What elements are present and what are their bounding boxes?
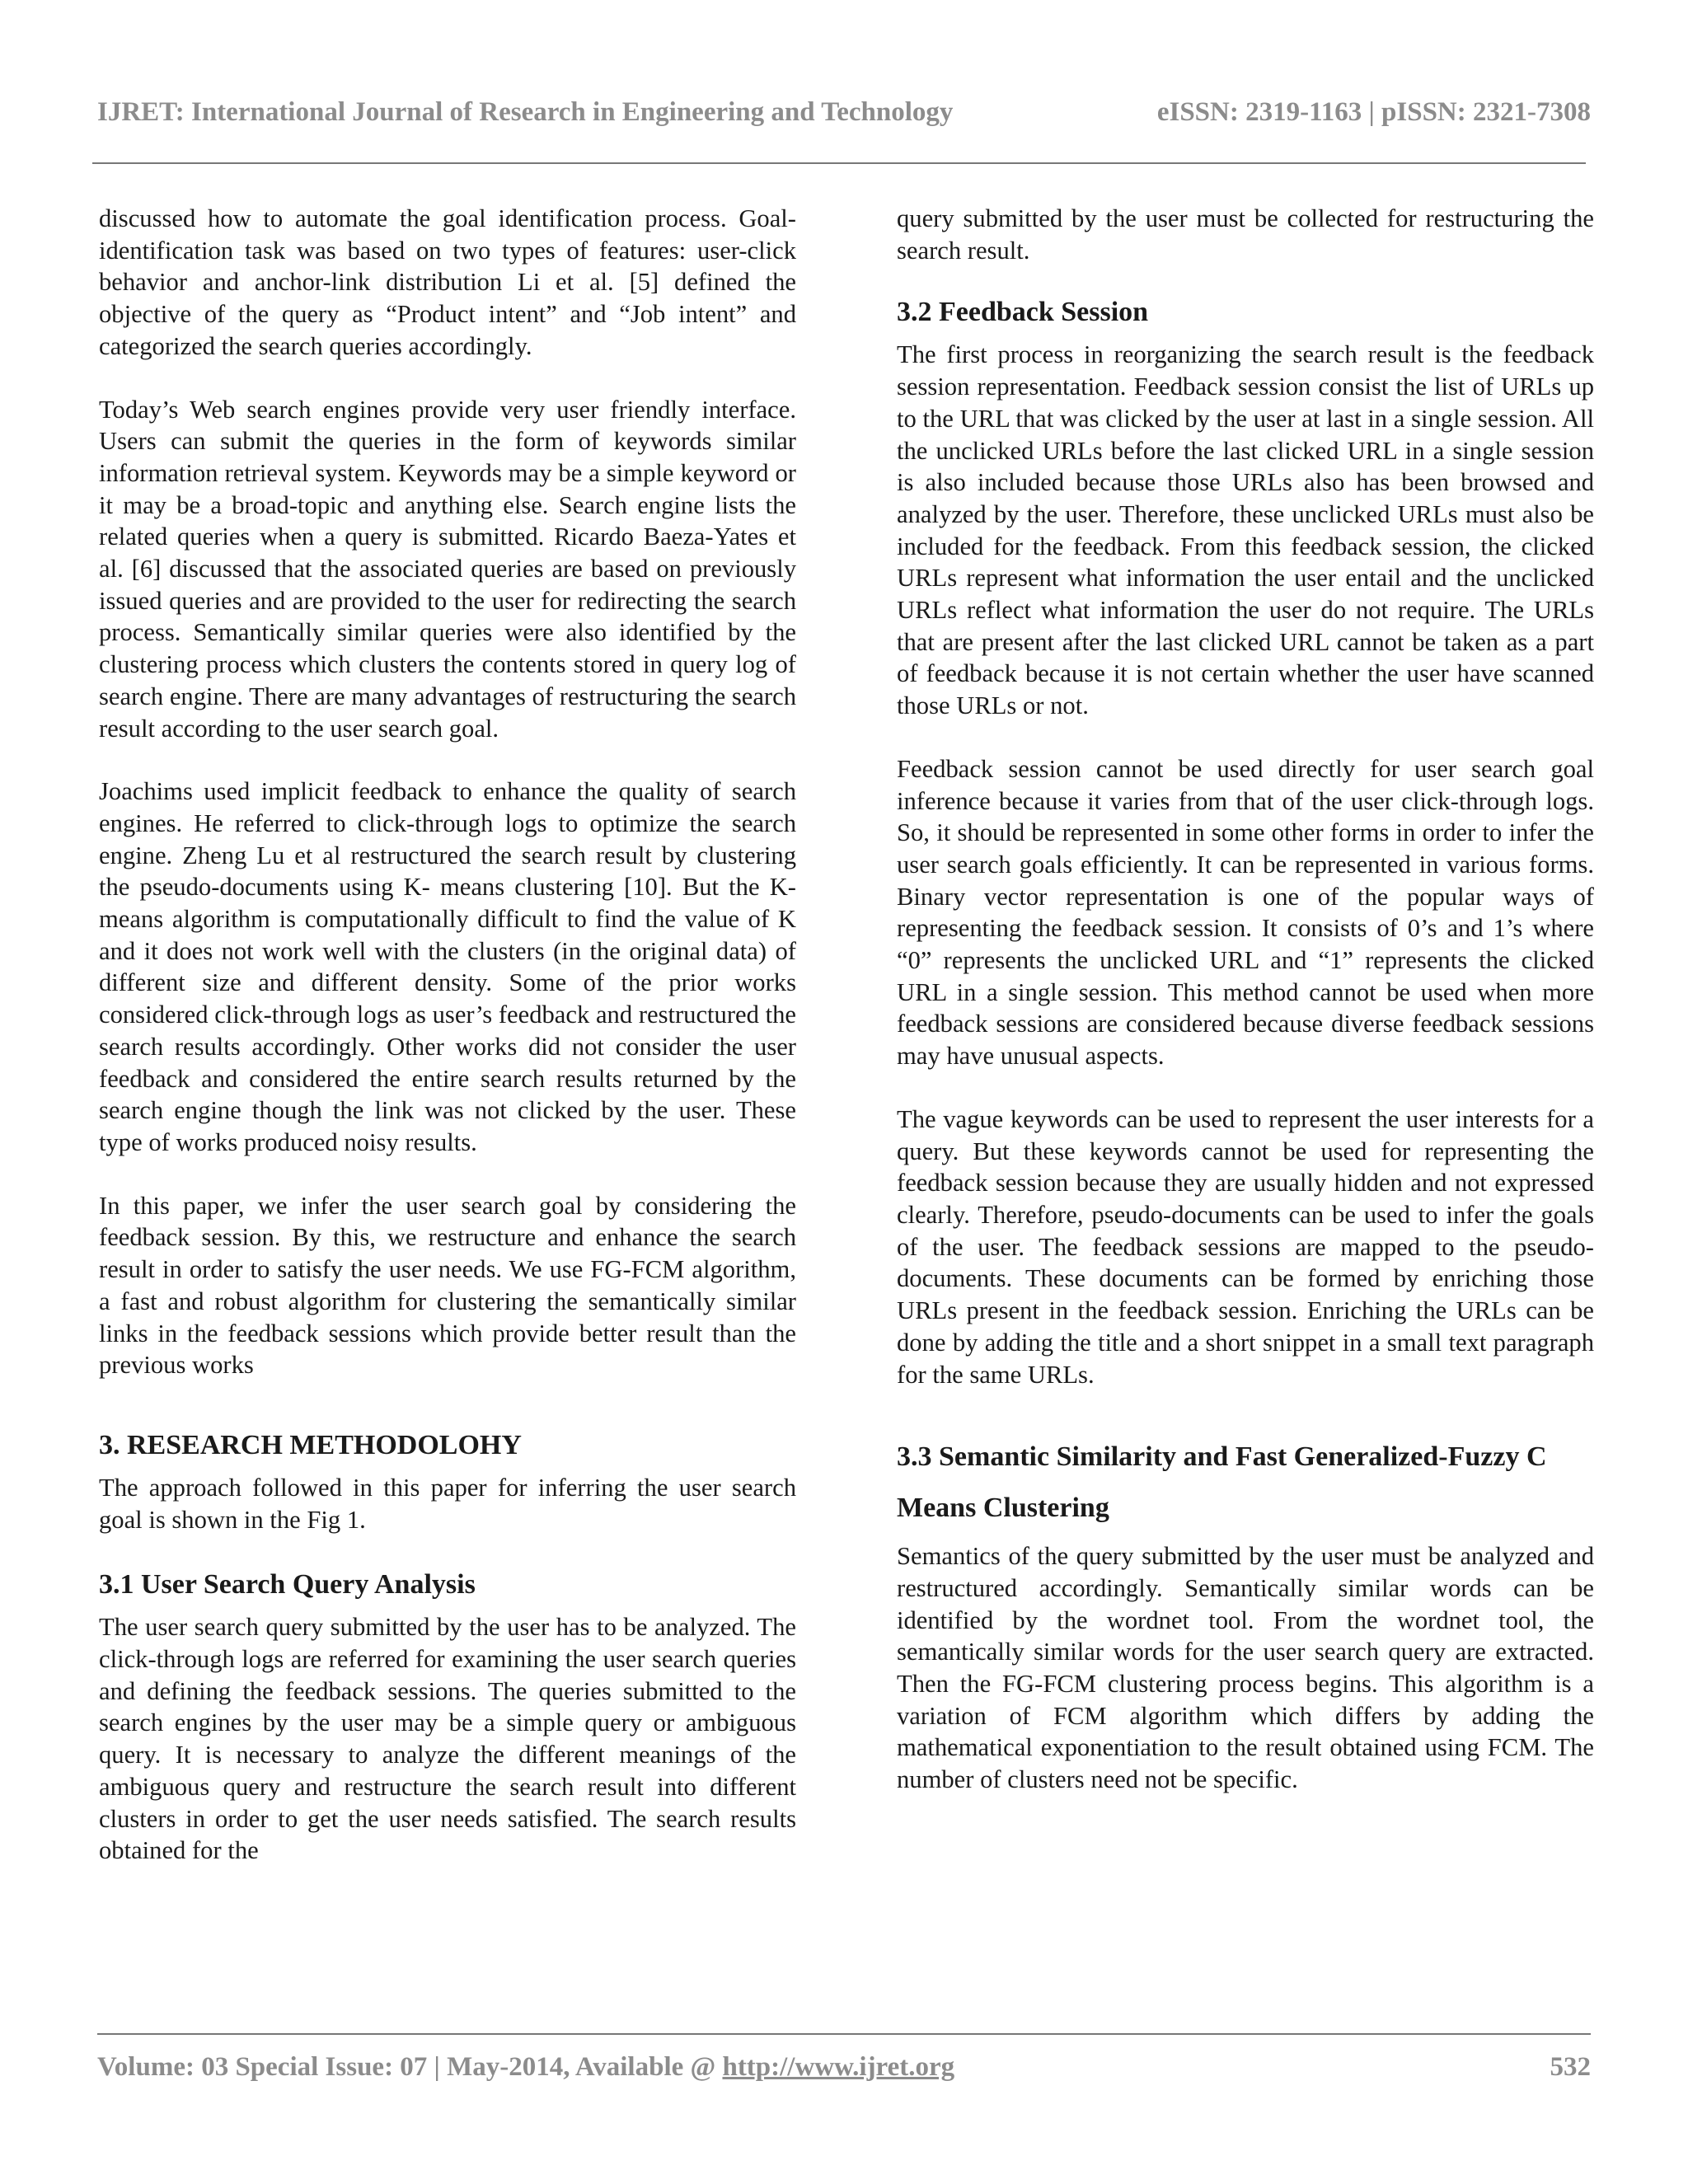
paragraph: Joachims used implicit feedback to enhance the quality of search engines. He referred to click-through logs to optimize the search engine. Zheng Lu et al restructured the search result by clustering the pseudo-documents using K- means clustering [10]. But the K-means algorithm is computationally difficult to find the value of K and it does not work well with the clusters (in the original data) of different size and different density. Some of the prior works considered click-through logs as user’s feedback and restructured the search results accordingly. Other works did not consider the user feedback and considered the entire search results returned by the search engine though the link was not clicked by the user. These type of works produced noisy results. (99, 777, 796, 1156)
subsection-heading: 3.1 User Search Query Analysis (99, 1569, 476, 1601)
paragraph: In this paper, we infer the user search goal by considering the feedback session. By this, we restructure and enhance the search result in order to satisfy the user needs. We use FG-FCM algorithm, a fast and robust algorithm for clustering the semantically similar links in the feedback sessions which provide better result than the previous works (99, 1191, 796, 1380)
paragraph: Semantics of the query submitted by the user must be analyzed and restructured accordingly. Semantically similar words can be identified by the wordnet tool. From the wordnet tool, the semantically similar words for the user search query are extracted. Then the FG-FCM clustering process begins. This algorithm is a variation of FCM algorithm which differs by adding the mathematical exponentiation to the result obtained using FCM. The number of clusters need not be specific. (897, 1542, 1594, 1794)
subsection-heading: 3.2 Feedback Session (897, 297, 1149, 328)
issn-info: eISSN: 2319-1163 | pISSN: 2321-7308 (1156, 97, 1591, 127)
left-column (99, 203, 796, 1867)
paragraph: discussed how to automate the goal identification process. Goal-identification task was based on two types of features: user-click behavior and anchor-link distribution Li et al. [5] defined the objective of the query as “Product intent” and “Job intent” and categorized the search queries accordingly. (99, 204, 796, 360)
right-column (897, 203, 1594, 1796)
footer-rule (97, 2033, 1591, 2035)
header-rule (92, 162, 1586, 164)
subsection-heading: 3.3 Semantic Similarity and Fast Generalized-Fuzzy C Means Clustering (897, 1441, 1547, 1524)
paragraph: Feedback session cannot be used directly for user search goal inference because it varies from that of the user click-through logs. So, it should be represented in some other forms in order to infer the user search goals efficiently. It can be represented in various forms. Binary vector representation is one of the popular ways of representing the feedback session. It consists of 0’s and 1’s where “0” represents the unclicked URL and “1” represents the clicked URL in a single session. This method cannot be used when more feedback sessions are considered because diverse feedback sessions may have unusual aspects. (897, 754, 1594, 1071)
journal-link[interactable]: http://www.ijret.org (722, 2052, 955, 2082)
volume-info (97, 2052, 954, 2083)
running-header (97, 97, 1591, 130)
volume-text: Volume: 03 Special Issue: 07 | May-2014, Available @ (97, 2052, 723, 2082)
paragraph: The vague keywords can be used to represent the user interests for a query. But these keywords cannot be used for representing the feedback session because they are usually hidden and not expressed clearly. Therefore, pseudo-documents can be used to infer the goals of the user. The feedback sessions are mapped to the pseudo-documents. These documents can be formed by enriching those URLs present in the feedback session. Enriching the URLs can be done by adding the title and a short snippet in a small text paragraph for the same URLs. (897, 1104, 1594, 1389)
journal-title: IJRET: International Journal of Research in Engineering and Technology (97, 97, 954, 127)
paragraph: The approach followed in this paper for inferring the user search goal is shown in the Fig 1. (99, 1473, 796, 1534)
paragraph: The user search query submitted by the user has to be analyzed. The click-through logs are referred for examining the user search queries and defining the feedback sessions. The queries submitted to the search engines by the user may be a simple query or ambiguous query. It is necessary to analyze the different meanings of the ambiguous query and restructure the search result into different clusters in order to get the user needs satisfied. The search results obtained for the (99, 1613, 796, 1865)
paragraph: Today’s Web search engines provide very user friendly interface. Users can submit the queries in the form of keywords similar information retrieval system. Keywords may be a simple keyword or it may be a broad-topic and anything else. Search engine lists the related queries when a query is submitted. Ricardo Baeza-Yates et al. [6] discussed that the associated queries are based on previously issued queries and are provided to the user for redirecting the search process. Semantically similar queries were also identified by the clustering process which clusters the contents stored in query log of search engine. There are many advantages of restructuring the search result according to the user search goal. (99, 395, 796, 743)
section-heading: 3. RESEARCH METHODOLOHY (99, 1429, 522, 1460)
running-footer (97, 2052, 1591, 2088)
page-number: 532 (1550, 2052, 1591, 2082)
paragraph: The first process in reorganizing the search result is the feedback session representation. Feedback session consist the list of URLs up to the URL that was clicked by the user at last in a single session. All the unclicked URLs before the last clicked URL in a single session is also included because those URLs also has been browsed and analyzed by the user. Therefore, these unclicked URLs must also be included for the feedback. From this feedback session, the clicked URLs represent what information the user entail and the unclicked URLs reflect what information the user do not require. The URLs that are present after the last clicked URL cannot be taken as a part of feedback because it is not certain whether the user have scanned those URLs or not. (897, 340, 1594, 720)
paragraph: query submitted by the user must be collected for restructuring the search result. (897, 204, 1594, 265)
